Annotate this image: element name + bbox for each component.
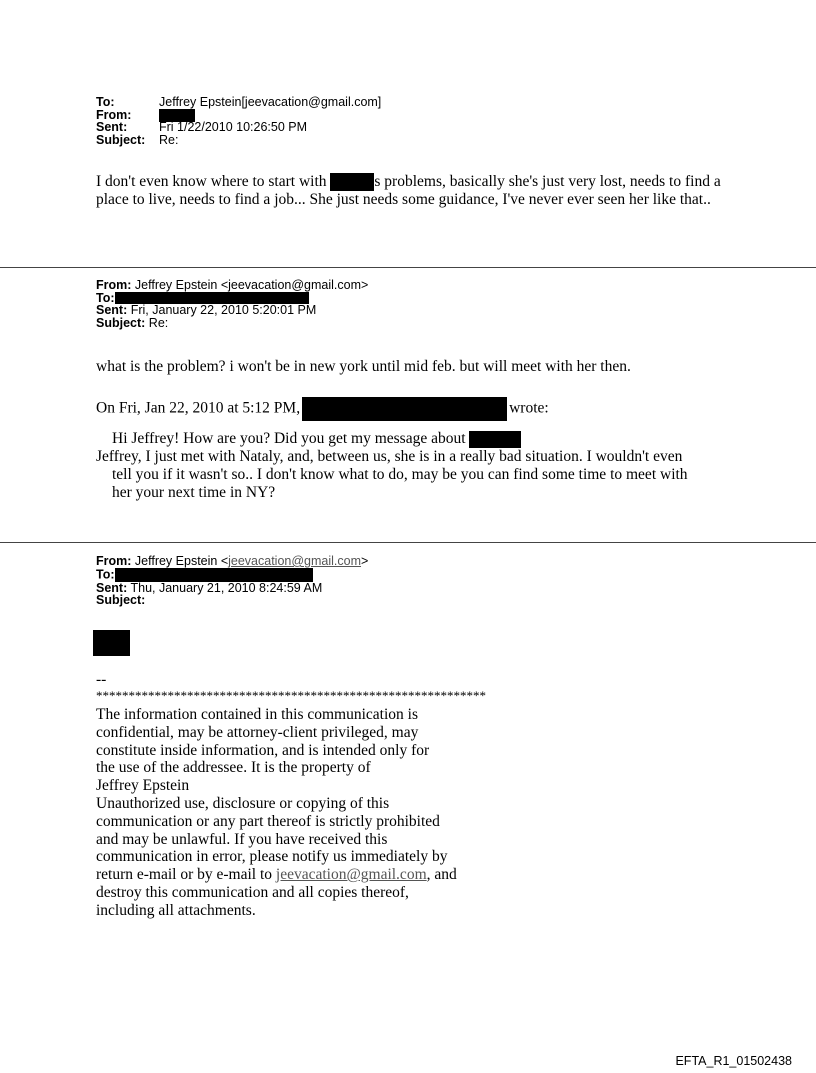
disclaimer-line: the use of the addressee. It is the property of (96, 759, 371, 777)
redaction-block (330, 173, 374, 191)
disclaimer-line: destroy this communication and all copies thereof, (96, 883, 409, 901)
from-label: From: (96, 107, 132, 122)
disclaimer-line: including all attachments. (96, 901, 256, 919)
quote-attribution (96, 397, 549, 421)
subject-label: Subject: (96, 315, 146, 330)
disclaimer-text: , and (426, 866, 457, 884)
to-label: To: (96, 566, 115, 581)
quote-text: Hi Jeffrey! How are you? Did you get my message about (112, 430, 466, 447)
from-label: From: (96, 278, 132, 292)
email2-body: what is the problem? i won't be in new york until mid feb. but will meet with her then. (96, 358, 631, 375)
disclaimer-line: The information contained in this communication is (96, 706, 418, 723)
body-text: I don't even know where to start with (96, 173, 331, 190)
disclaimer-line: communication in error, please notify us immediately by (96, 848, 448, 866)
redaction-block (469, 431, 521, 448)
disclaimer-text: return e-mail or by e-mail to (96, 866, 276, 884)
attribution-text: wrote: (509, 399, 549, 417)
sent-value: Fri, January 22, 2010 5:20:01 PM (127, 303, 317, 318)
to-label: To: (96, 290, 115, 305)
attribution-text: On Fri, Jan 22, 2010 at 5:12 PM, (96, 399, 301, 417)
quote-text: tell you if it wasn't so.. I don't know what to do, may be you can find some time to meet with (112, 466, 688, 483)
disclaimer-line: and may be unlawful. If you have received this (96, 830, 388, 848)
quote-text: Jeffrey, I just met with Nataly, and, between us, she is in a really bad situation. I wouldn't even (96, 448, 683, 465)
disclaimer-line (96, 866, 476, 884)
disclaimer-line: constitute inside information, and is intended only for (96, 741, 430, 759)
from-value: Jeffrey Epstein < (131, 554, 229, 568)
signature-dashes: -- (96, 671, 107, 688)
sent-value: Thu, January 21, 2010 8:24:59 AM (127, 580, 323, 595)
disclaimer-line: Jeffrey Epstein (96, 777, 190, 795)
document-id: EFTA_R1_01502438 (675, 1054, 792, 1068)
subject-label: Subject: (96, 132, 146, 147)
email1-body (96, 173, 736, 209)
disclaimer-line: communication or any part thereof is strictly prohibited (96, 812, 440, 830)
redaction-block (302, 397, 507, 421)
quoted-message (96, 430, 716, 502)
sent-value: Fri 1/22/2010 10:26:50 PM (159, 120, 308, 134)
sent-label: Sent: (96, 120, 128, 134)
subject-label: Subject: (96, 593, 146, 607)
disclaimer-line: Unauthorized use, disclosure or copying of this (96, 794, 390, 812)
separator-line (0, 542, 816, 543)
to-value: Jeffrey Epstein[jeevacation@gmail.com] (159, 95, 382, 109)
email-link[interactable]: jeevacation@gmail.com (228, 554, 362, 568)
body-text: s problems, basically she's just very lost, needs to find a place to live, needs to find a job... She just needs some guidance, I've never ever seen her like that.. (96, 173, 721, 209)
sent-label: Sent: (96, 580, 128, 595)
disclaimer-line: confidential, may be attorney-client privileged, may (96, 723, 419, 741)
email-link[interactable]: jeevacation@gmail.com (275, 866, 427, 884)
redaction-block (93, 630, 130, 656)
email3-header (96, 555, 368, 607)
to-label: To: (96, 95, 115, 109)
signature-stars: ************************************************************ (96, 688, 486, 703)
email2-header (96, 279, 368, 329)
from-value: Jeffrey Epstein <jeevacation@gmail.com> (131, 278, 369, 292)
subject-value: Re: (145, 315, 169, 330)
quote-text: her your next time in NY? (112, 484, 276, 501)
confidentiality-disclaimer (96, 706, 476, 920)
from-label: From: (96, 554, 132, 568)
from-value: > (361, 554, 369, 568)
subject-value: Re: (159, 132, 179, 147)
separator-line (0, 267, 816, 268)
sent-label: Sent: (96, 303, 128, 318)
email1-header (96, 96, 381, 146)
redaction-block (115, 568, 313, 582)
